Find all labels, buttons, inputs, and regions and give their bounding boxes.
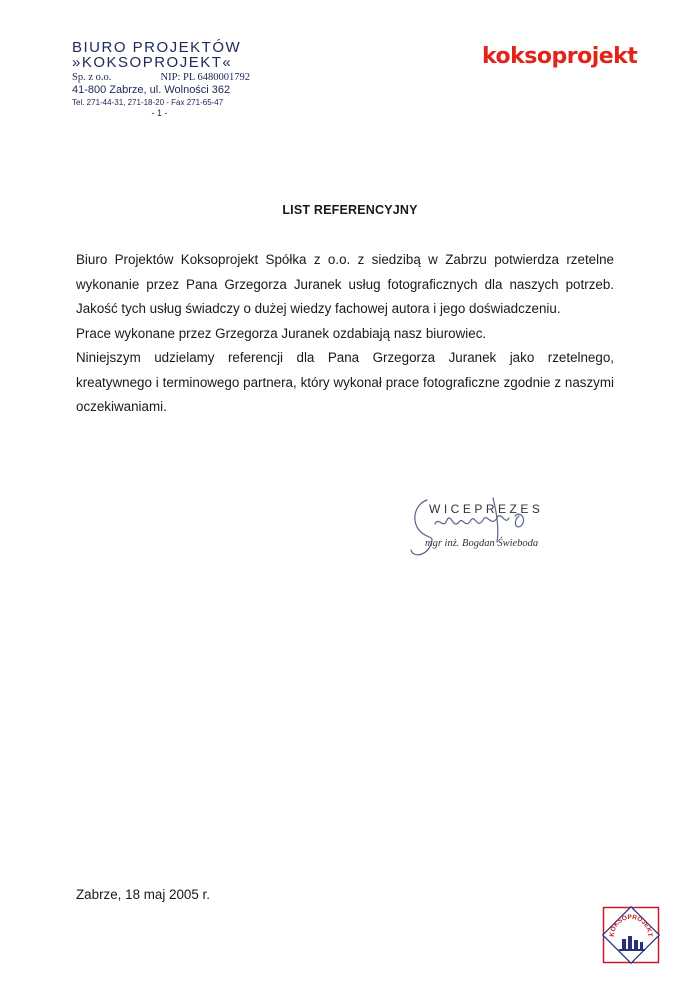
letter-title: LIST REFERENCYJNY	[282, 203, 418, 217]
stamp-legal-row	[72, 71, 262, 84]
signature-name: mgr inż. Bogdan Świeboda	[425, 538, 539, 549]
brand-logo: koksoprojekt	[482, 44, 638, 69]
company-seal	[602, 906, 660, 964]
signature-role: WICEPREZES	[429, 502, 544, 516]
stamp-phones: Tel. 271-44-31, 271-18-20 - Fax 271-65-47	[72, 98, 224, 107]
company-stamp	[72, 40, 262, 118]
seal-logo-icon	[602, 906, 660, 964]
letter-date: Zabrze, 18 maj 2005 r.	[76, 887, 210, 902]
paragraph: Biuro Projektów Koksoprojekt Spółka z o.o. z siedzibą w Zabrzu potwierdza rzetelne wykonanie przez Pana Grzegorza Juranek usług fotograficznych dla naszych potrzeb. Jakość tych usług świadczy o dużej wiedzy fachowej autora i jego doświadczeniu.	[76, 252, 614, 316]
paragraph: Prace wykonane przez Grzegorza Juranek ozdabiają nasz biurowiec.	[76, 325, 487, 341]
stamp-address: 41-800 Zabrze, ul. Wolności 362	[72, 84, 231, 96]
letter-body	[76, 248, 614, 420]
signature-block	[405, 490, 575, 570]
svg-text:KOKSOPROJEKT: KOKSOPROJEKT	[608, 913, 654, 938]
stamp-legal-form: Sp. z o.o.	[72, 72, 112, 83]
stamp-number: - 1 -	[151, 108, 168, 118]
stamp-company-line1: BIURO PROJEKTÓW	[72, 39, 242, 56]
stamp-company-line2: »KOKSOPROJEKT«	[72, 54, 233, 71]
stamp-nip: NIP: PL 6480001792	[160, 72, 250, 83]
paragraph: Niniejszym udzielamy referencji dla Pana Grzegorza Juranek jako rzetelnego, kreatywnego i terminowego partnera, który wykonał prace fotograficzne zgodnie z naszymi oczekiwaniami.	[76, 350, 614, 414]
handwritten-signature	[405, 490, 575, 570]
